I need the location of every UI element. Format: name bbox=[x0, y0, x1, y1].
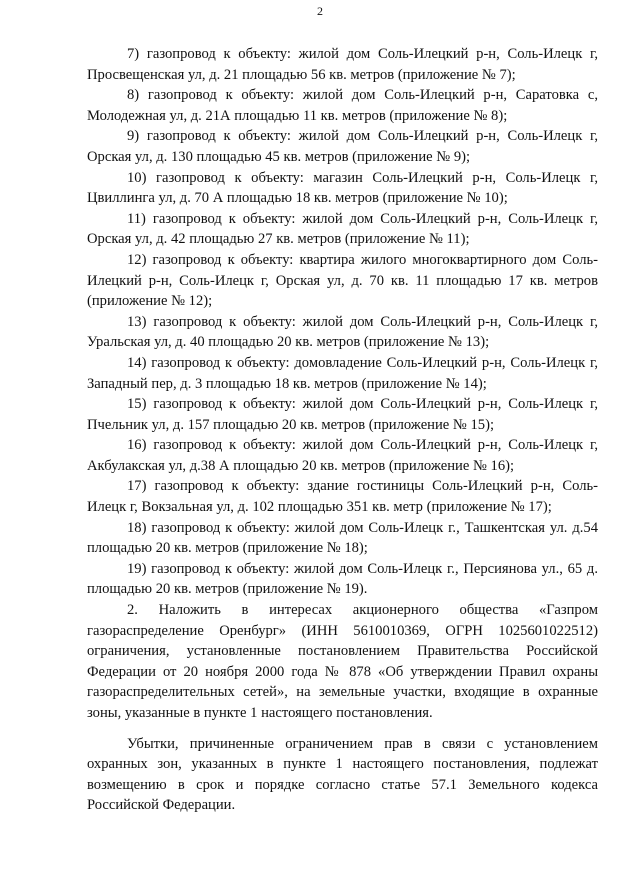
list-item-16: 16) газопровод к объекту: жилой дом Соль-Илецкий р-н, Соль-Илецк г, Акбулакская ул, д.38 А площадью 20 кв. метров (приложение № 16); bbox=[87, 437, 598, 474]
list-item-9: 9) газопровод к объекту: жилой дом Соль-Илецкий р-н, Соль-Илецк г, Орская ул, д. 130 площадью 45 кв. метров (приложение № 9); bbox=[87, 128, 598, 165]
losses-paragraph: Убытки, причиненные ограничением прав в связи с установлением охранных зон, указанных в пункте 1 настоящего постановления, подлежат возмещению в срок и порядке согласно статье 57.1 Земельного кодекса Российской Федерации. bbox=[87, 735, 598, 814]
list-item-8: 8) газопровод к объекту: жилой дом Соль-Илецкий р-н, Саратовка с, Молодежная ул, д. 21А площадью 11 кв. метров (приложение № 8); bbox=[87, 87, 598, 124]
list-item-13: 13) газопровод к объекту: жилой дом Соль-Илецкий р-н, Соль-Илецк г, Уральская ул, д. 40 площадью 20 кв. метров (приложение № 13); bbox=[87, 313, 598, 351]
list-item-10: 10) газопровод к объекту: магазин Соль-Илецкий р-н, Соль-Илецк г, Цвиллинга ул, д. 70 А площадью 18 кв. метров (приложение № 10); bbox=[87, 169, 598, 207]
page-number: 2 bbox=[317, 4, 323, 18]
list-item-18: 18) газопровод к объекту: жилой дом Соль-Илецк г., Ташкентская ул. д.54 площадью 20 кв. метров (приложение № 18); bbox=[87, 519, 598, 557]
list-item-12: 12) газопровод к объекту: квартира жилого многоквартирного дом Соль-Илецкий р-н, Соль-Илецк г, Орская ул, д. 70 кв. 11 площадью 17 кв. метров (приложение № 12); bbox=[87, 251, 598, 310]
list-item-14: 14) газопровод к объекту: домовладение Соль-Илецкий р-н, Соль-Илецк г, Западный пер, д. 3 площадью 18 кв. метров (приложение № 14); bbox=[87, 354, 598, 392]
clause-2-paragraph: 2. Наложить в интересах акционерного общества «Газпром газораспределение Оренбург» (ИНН 5610010369, ОГРН 1025601022512) ограничения, установленные постановлением Правительства Российской Федерации от 20 ноября 2000 года № 878 «Об утверждении Правил охраны газораспределительных сетей», на земельные участки, входящие в охранные зоны, указанные в пункте 1 настоящего постановления. bbox=[87, 602, 598, 721]
document-body bbox=[87, 44, 598, 816]
list-item-7: 7) газопровод к объекту: жилой дом Соль-Илецкий р-н, Соль-Илецк г, Просвещенская ул, д. 21 площадью 56 кв. метров (приложение № 7); bbox=[87, 46, 598, 83]
list-item-11: 11) газопровод к объекту: жилой дом Соль-Илецкий р-н, Соль-Илецк г, Орская ул, д. 42 площадью 27 кв. метров (приложение № 11); bbox=[87, 210, 598, 248]
list-item-15: 15) газопровод к объекту: жилой дом Соль-Илецкий р-н, Соль-Илецк г, Пчельник ул, д. 157 площадью 20 кв. метров (приложение № 15); bbox=[87, 396, 598, 433]
list-item-17: 17) газопровод к объекту: здание гостиницы Соль-Илецкий р-н, Соль-Илецк г, Вокзальная ул, д. 102 площадью 351 кв. метр (приложение № 17); bbox=[87, 478, 598, 516]
list-item-19: 19) газопровод к объекту: жилой дом Соль-Илецк г., Персиянова ул., 65 д. площадью 20 кв. метров (приложение № 19). bbox=[87, 560, 598, 598]
